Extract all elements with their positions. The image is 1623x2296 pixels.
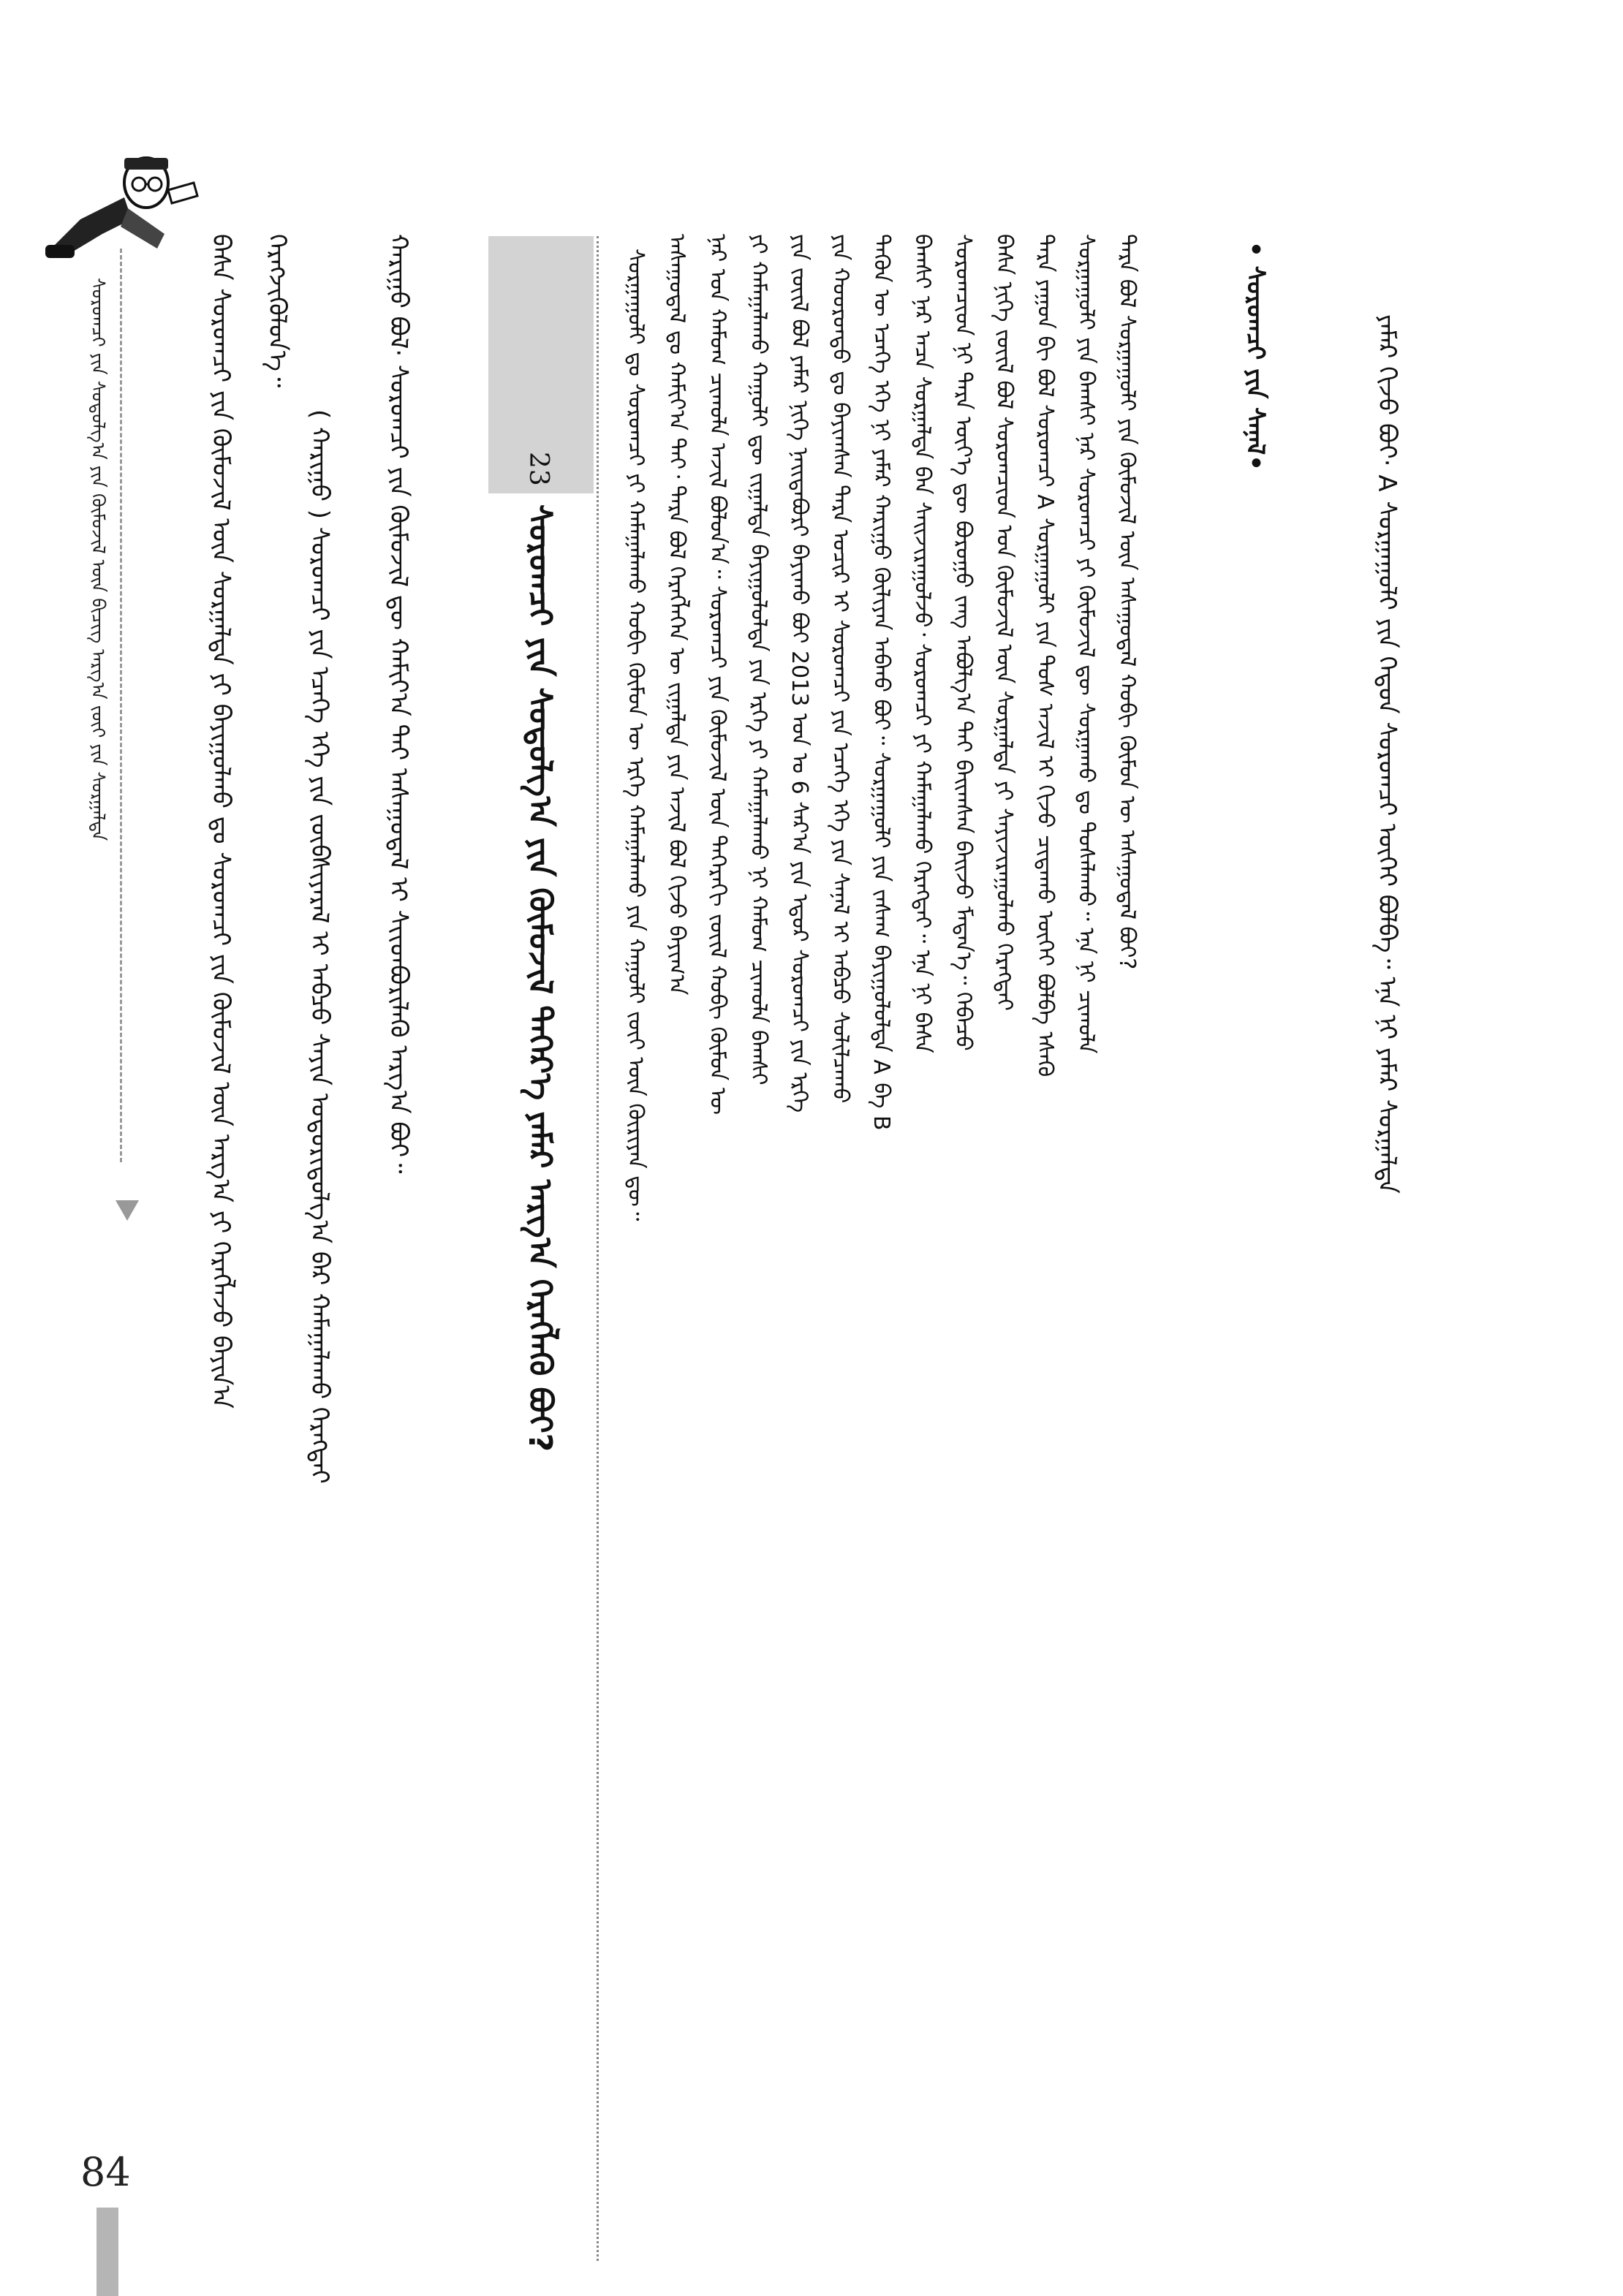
top-column-1: ᠶᠠᠮᠠᠷ ᠬᠢᠵᠦ ᠪᠤᠢ· A ᠰᠤᠷᠭᠠᠭᠤᠯᠢ ᠶᠢᠨ ᠬᠡᠳᠦᠨ ᠰᠤᠷᠤᠭᠴᠢ ᠦᠬᠡᠢ ᠪᠣᠯᠪᠠ᠃ ᠡᠨᠡ ᠨᠢ ᠶᠠᠮᠠᠷ ᠰᠤᠷᠭᠠᠯᠲᠠ [1372, 314, 1401, 1194]
running-head: ᠰᠤᠷᠤᠭᠴᠢ ᠶᠢᠨ ᠰᠤᠳᠤᠯᠭ᠎ᠠ ᠶᠢᠨ ᠬᠦᠮᠦᠵᠢᠯ ᠦᠨ ᠪᠢᠴᠢᠭ ᠠᠷᠭ᠎ᠠ ᠵᠦᠢ ᠶᠢᠨ ᠰᠤᠷᠭᠠᠯᠲᠠ [88, 278, 109, 841]
page-number: 84 [80, 2149, 131, 2195]
body-column-4: ᠪᠠᠰᠠ ᠨᠢᠭᠡ ᠵᠦᠢᠯ ᠪᠣᠯ ᠰᠤᠷᠤᠭᠴᠢᠳ ᠤᠨ ᠬᠦᠮᠦᠵᠢᠯ ᠦᠨ ᠰᠤᠷᠭᠠᠯᠲᠠ ᠶᠢ ᠰᠠᠶᠢᠵᠢᠷᠠᠭᠤᠯᠬᠤ ᠬᠡᠷᠡᠭᠲᠡᠢ [991, 234, 1017, 1011]
body-column-3: ᠲᠡᠷᠡ ᠶᠠᠭᠤᠨ ᠪᠢ ᠪᠣᠯ ᠰᠤᠷᠤᠭᠴᠢ A ᠰᠤᠷᠭᠠᠭᠤᠯᠢ ᠶᠢᠨ ᠲᠤᠰ ᠠᠵᠢᠯ ᠢ ᠬᠢᠵᠦ ᠴᠢᠳᠠᠬᠤ ᠦᠭᠡᠢ ᠪᠣᠯᠪᠠ ᠡᠰᠡᠬᠦ [1032, 234, 1058, 1077]
lower-column-4: ᠪᠠᠰᠠ ᠰᠤᠷᠤᠭᠴᠢ ᠶᠢᠨ ᠬᠦᠮᠦᠵᠢᠯ ᠦᠨ ᠰᠤᠷᠭᠠᠯᠲᠠ ᠶᠢ ᠪᠠᠶᠢᠭᠤᠯᠬᠤ ᠳᠤ ᠰᠤᠷᠤᠭᠴᠢ ᠶᠢᠨ ᠬᠦᠮᠦᠵᠢᠯ ᠦᠨ ᠠᠷᠭ᠎ᠠ ᠶᠢ ᠬᠡᠷᠡᠭᠯᠡᠵᠦ ᠪᠠᠶᠢᠨ᠎ᠠ [206, 234, 235, 1409]
page-edge-bar [97, 2208, 118, 2296]
running-head-arrow-icon [116, 1200, 139, 1221]
body-column-11: ᠨᠠᠷ ᠤᠨ ᠬᠠᠮᠤᠭ ᠴᠢᠬᠤᠯᠠ ᠠᠵᠢᠯ ᠪᠣᠯᠤᠨ᠎ᠠ᠃ ᠰᠤᠷᠤᠭᠴᠢ ᠶᠢᠨ ᠬᠦᠮᠦᠵᠢᠯ ᠦᠨ ᠳᠡᠭᠡᠷᠡᠬᠢ ᠵᠦᠢᠯ ᠬᠤᠪᠢ ᠬᠦᠮᠦᠨ ᠦ [705, 234, 730, 1115]
lower-column-3: ᠬᠡᠷᠡᠭᠵᠢᠭᠦᠯᠦᠨ᠎ᠡ᠃ [262, 234, 292, 388]
body-column-2: ᠰᠤᠷᠭᠠᠭᠤᠯᠢ ᠶᠢᠨ ᠪᠠᠭᠰᠢ ᠨᠠᠷ ᠰᠤᠷᠤᠭᠴᠢ ᠶᠢ ᠬᠦᠮᠦᠵᠢᠯ ᠳᠦ ᠰᠤᠷᠭᠠᠬᠤ ᠳᠤ ᠲᠤᠰᠠᠯᠠᠬᠤ᠃ ᠡᠨᠡ ᠨᠢ ᠴᠢᠬᠤᠯᠠ [1073, 234, 1099, 1054]
body-column-10: ᠶᠢ ᠬᠠᠮᠠᠭᠠᠯᠠᠬᠤ ᠬᠠᠭᠤᠯᠢ ᠳᠦ ᠵᠢᠭᠠᠯᠲᠠ ᠪᠠᠶᠢᠭᠤᠯᠤᠯᠲᠠ ᠶᠢᠨ ᠡᠷᠬᠡ ᠶᠢ ᠬᠠᠮᠠᠭᠠᠯᠠᠬᠤ ᠨᠢ ᠬᠠᠮᠤᠭ ᠴᠢᠬᠤᠯᠠ ᠪᠠᠭᠰᠢ [746, 234, 771, 1086]
lower-column-2: ( ᠬᠠᠷᠢᠭᠤ ) ᠰᠤᠷᠤᠭᠴᠢ ᠶᠢᠨ ᠡᠴᠡᠭᠡ ᠡᠬᠡ ᠶᠢᠨ ᠵᠥᠪᠰᠢᠶᠡᠷᠡᠯ ᠢ ᠠᠪᠴᠤ ᠰᠠᠶᠢᠨ ᠤᠳᠤᠷᠢᠳᠤᠯᠭ᠎ᠠ ᠪᠡᠷ ᠬᠠᠮᠠᠭᠠᠯᠠᠬᠤ ᠬᠡᠷᠡᠭᠲᠡᠢ [305, 409, 334, 1484]
section-divider [597, 236, 599, 2261]
section-title: ᠰᠤᠷᠤᠭᠴᠢ ᠶᠢᠨ ᠰᠤᠳᠤᠯᠭ᠎ᠠ ᠶᠢᠨ ᠬᠦᠮᠦᠵᠢᠯ ᠳᠡᠭᠡᠷ᠎ᠡ ᠶᠠᠮᠠᠷ ᠠᠷᠭ᠎ᠠ ᠬᠡᠷᠡᠭᠯᠡᠬᠦ ᠪᠤᠢ? [521, 504, 559, 1452]
running-head-divider [120, 249, 122, 1162]
body-column-7: ᠲᠡᠭᠦᠨ ᠦ ᠡᠴᠡᠭᠡ ᠡᠬᠡ ᠨᠢ ᠶᠠᠮᠠᠷ ᠬᠠᠷᠢᠭᠤ ᠬᠦᠯᠢᠶᠡᠨ ᠠᠪᠬᠤ ᠪᠤᠢ᠃ ᠰᠤᠷᠭᠠᠭᠤᠯᠢ ᠶᠢᠨ ᠵᠠᠰᠠᠭ ᠪᠠᠶᠢᠭᠤᠯᠤᠯᠲᠠ A ᠪᠠ B [869, 234, 894, 1132]
top-heading: • ᠰᠤᠷᠤᠭᠴᠢ ᠶᠢᠨ ᠰᠠᠨᠠᠯ• [1241, 241, 1270, 471]
body-column-12: ᠠᠰᠠᠭᠤᠳᠠᠯ ᠳᠤ ᠬᠠᠮᠢᠶ᠎ᠠ ᠲᠠᠢ᠂ ᠲᠡᠷᠡ ᠪᠣᠯ ᠬᠡᠷᠡᠭᠯᠡᠭᠡᠨ ᠦ ᠵᠢᠭᠠᠯᠲᠠ ᠶᠢᠨ ᠠᠵᠢᠯ ᠪᠣᠯ ᠬᠢᠵᠦ ᠪᠠᠶᠢᠭ᠎ᠠ [664, 234, 689, 996]
body-column-1: ᠲᠡᠷᠡ ᠪᠣᠯ ᠰᠤᠷᠭᠠᠭᠤᠯᠢ ᠶᠢᠨ ᠬᠦᠮᠦᠵᠢᠯ ᠦᠨ ᠠᠰᠠᠭᠤᠳᠠᠯ ᠬᠤᠪᠢ ᠬᠦᠮᠦᠨ ᠦ ᠠᠰᠠᠭᠤᠳᠠᠯ ᠪᠤᠢ? [1114, 234, 1140, 970]
lower-column-1: ᠬᠠᠷᠢᠭᠤ ᠪᠣᠯ· ᠰᠤᠷᠤᠭᠴᠢ ᠶᠢᠨ ᠬᠦᠮᠦᠵᠢᠯ ᠳᠦ ᠬᠠᠮᠢᠶ᠎ᠠ ᠲᠠᠢ ᠠᠰᠠᠭᠤᠳᠠᠯ ᠢ ᠰᠢᠢᠳᠪᠦᠷᠢᠯᠡᠬᠦ ᠠᠷᠭ᠎ᠠ ᠪᠤᠢ᠃ [384, 234, 413, 1174]
body-column-6: ᠪᠠᠭᠰᠢ ᠨᠠᠷ ᠠᠴᠠ ᠰᠤᠷᠭᠠᠯᠲᠠ ᠪᠡᠨ ᠰᠠᠢᠵᠢᠷᠠᠭᠤᠯᠵᠤ᠂ ᠰᠤᠷᠤᠭᠴᠢ ᠶᠢ ᠬᠠᠮᠠᠭᠠᠯᠠᠬᠤ ᠬᠡᠷᠡᠭᠲᠡᠢ᠃ ᠡᠨᠡ ᠨᠢ ᠪᠠᠰᠠ [909, 234, 935, 1053]
body-column-5: ᠰᠤᠷᠤᠭᠴᠢᠳ ᠨᠢ ᠲᠡᠷᠡ ᠦᠶ᠎ᠡ ᠳᠦ ᠪᠤᠷᠤᠭᠤ ᠵᠠᠩ ᠠᠪᠤᠯᠭ᠎ᠠ ᠲᠠᠢ ᠪᠠᠢᠭᠰᠠᠨ ᠪᠠᠢᠵᠤ ᠮᠡᠳᠡᠨ᠎ᠡ᠃ ᠭᠡᠪᠡᠴᠦ [950, 234, 976, 1051]
section-number: 23 [523, 452, 553, 487]
body-column-9: ᠶᠢᠨ ᠵᠦᠢᠯ ᠪᠣᠯ ᠶᠠᠮᠠᠷ ᠨᠢᠭᠡ ᠨᠠᠢᠳᠠᠪᠤᠷᠢ ᠪᠠᠶᠢᠬᠤ ᠪᠤᠢ 2013 ᠣᠨ ᠤ 6 ᠰᠠᠷ᠎ᠠ ᠶᠢᠨ ᠡᠳᠦᠷ ᠰᠤᠷᠤᠭᠴᠢ ᠶᠢᠨ ᠡᠷᠬᠡ [787, 234, 812, 1113]
body-column-13: ᠰᠤᠷᠭᠠᠭᠤᠯᠢ ᠳᠤ ᠰᠤᠷᠤᠭᠴᠢ ᠶᠢ ᠬᠠᠮᠠᠭᠠᠯᠠᠬᠤ ᠬᠤᠪᠢ ᠬᠦᠮᠦᠨ ᠦ ᠡᠷᠬᠡ ᠬᠠᠮᠠᠭᠠᠯᠠᠬᠤ ᠶᠢᠨ ᠬᠠᠭᠤᠯᠢ ᠵᠦᠢ ᠦᠨ ᠬᠦᠷᠢᠶᠡᠨ ᠳᠦ᠃ [623, 249, 648, 1221]
body-column-8: ᠶᠢᠨ ᠬᠣᠣᠷᠣᠨᠳᠤ ᠳᠤ ᠪᠠᠶᠢᠭᠰᠠᠨ ᠲᠡᠷᠡ ᠤᠴᠢᠷ ᠢ ᠰᠤᠷᠤᠭᠴᠢ ᠶᠢᠨ ᠡᠴᠡᠭᠡ ᠡᠬᠡ ᠶᠢᠨ ᠰᠠᠨᠠᠯ ᠢ ᠠᠪᠴᠤ ᠰᠣᠯᠢᠯᠴᠠᠬᠤ [828, 234, 853, 1104]
